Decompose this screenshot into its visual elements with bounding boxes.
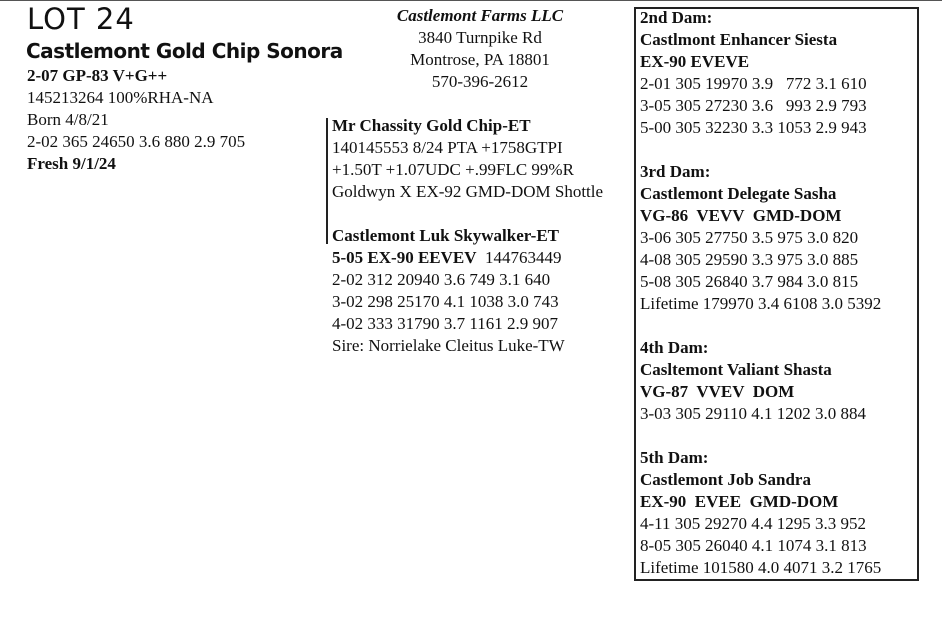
top-rule bbox=[0, 0, 942, 1]
dam-section-4 bbox=[640, 337, 881, 425]
sire-line: 140145553 8/24 PTA +1758GTPI bbox=[332, 138, 563, 157]
dam-record: 5-00 305 32230 3.3 1053 2.9 943 bbox=[640, 118, 867, 137]
dam-classification bbox=[332, 247, 603, 269]
dam-section-2 bbox=[640, 7, 881, 139]
dam-section-5 bbox=[640, 447, 881, 579]
dam-record: 4-08 305 29590 3.3 975 3.0 885 bbox=[640, 250, 859, 269]
dam-classification: EX-90 EVEE GMD-DOM bbox=[640, 492, 839, 511]
dam-name: Casltemont Valiant Shasta bbox=[640, 360, 832, 379]
dam-header: 3rd Dam: bbox=[640, 162, 711, 181]
dam-name: Castlemont Job Sandra bbox=[640, 470, 811, 489]
farm-city: Montrose, PA 18801 bbox=[410, 50, 550, 69]
cow-birthdate: Born 4/8/21 bbox=[27, 110, 109, 129]
dam-registration: 144763449 bbox=[476, 248, 562, 267]
dam-section-3 bbox=[640, 161, 881, 315]
dam-record: 2-01 305 19970 3.9 772 3.1 610 bbox=[640, 74, 867, 93]
sire-line: +1.50T +1.07UDC +.99FLC 99%R bbox=[332, 160, 574, 179]
dam-record: 8-05 305 26040 4.1 1074 3.1 813 bbox=[640, 536, 867, 555]
sire-name: Mr Chassity Gold Chip-ET bbox=[332, 116, 531, 135]
dam-record: 3-05 305 27230 3.6 993 2.9 793 bbox=[640, 96, 867, 115]
dam-classification: VG-87 VVEV DOM bbox=[640, 382, 795, 401]
farm-name: Castlemont Farms LLC bbox=[396, 6, 564, 25]
cow-name: Castlemont Gold Chip Sonora bbox=[26, 39, 343, 63]
dam-record: 4-11 305 29270 4.4 1295 3.3 952 bbox=[640, 514, 867, 533]
dam-record: 3-06 305 27750 3.5 975 3.0 820 bbox=[640, 228, 859, 247]
dam-header: 4th Dam: bbox=[640, 338, 709, 357]
dam-record: 4-02 333 31790 3.7 1161 2.9 907 bbox=[332, 314, 559, 333]
farm-info bbox=[330, 5, 630, 93]
dam-name: Castlemont Delegate Sasha bbox=[640, 184, 837, 203]
dam-name: Castlemont Luk Skywalker-ET bbox=[332, 226, 560, 245]
cow-registration: 145213264 100%RHA-NA bbox=[27, 88, 214, 107]
dam-sire: Sire: Norrielake Cleitus Luke-TW bbox=[332, 336, 565, 355]
dam-header: 2nd Dam: bbox=[640, 8, 713, 27]
cow-record: 2-02 365 24650 3.6 880 2.9 705 bbox=[27, 132, 246, 151]
dam-record: 2-02 312 20940 3.6 749 3.1 640 bbox=[332, 270, 551, 289]
dam-record: 5-08 305 26840 3.7 984 3.0 815 bbox=[640, 272, 859, 291]
farm-phone: 570-396-2612 bbox=[431, 72, 529, 91]
dams-column bbox=[640, 7, 881, 579]
dam-record: 3-03 305 29110 4.1 1202 3.0 884 bbox=[640, 404, 867, 423]
dam-record: 3-02 298 25170 4.1 1038 3.0 743 bbox=[332, 292, 559, 311]
dam-classification: EX-90 EVEVE bbox=[640, 52, 750, 71]
farm-address: 3840 Turnpike Rd bbox=[418, 28, 542, 47]
dam-header: 5th Dam: bbox=[640, 448, 709, 467]
dam-class-score: 5-05 EX-90 EEVEV bbox=[332, 248, 477, 267]
dam-lifetime: Lifetime 101580 4.0 4071 3.2 1765 bbox=[640, 558, 882, 577]
cow-classification: 2-07 GP-83 V+G++ bbox=[27, 66, 168, 85]
dam-classification: VG-86 VEVV GMD-DOM bbox=[640, 206, 842, 225]
lot-number: LOT 24 bbox=[27, 2, 135, 36]
pedigree-bracket bbox=[326, 118, 328, 244]
sire-dam-block bbox=[332, 115, 603, 357]
dam-name: Castlmont Enhancer Siesta bbox=[640, 30, 838, 49]
sire-line: Goldwyn X EX-92 GMD-DOM Shottle bbox=[332, 182, 604, 201]
dam-lifetime: Lifetime 179970 3.4 6108 3.0 5392 bbox=[640, 294, 882, 313]
cow-fresh-date: Fresh 9/1/24 bbox=[27, 154, 116, 173]
cow-details bbox=[27, 65, 245, 175]
